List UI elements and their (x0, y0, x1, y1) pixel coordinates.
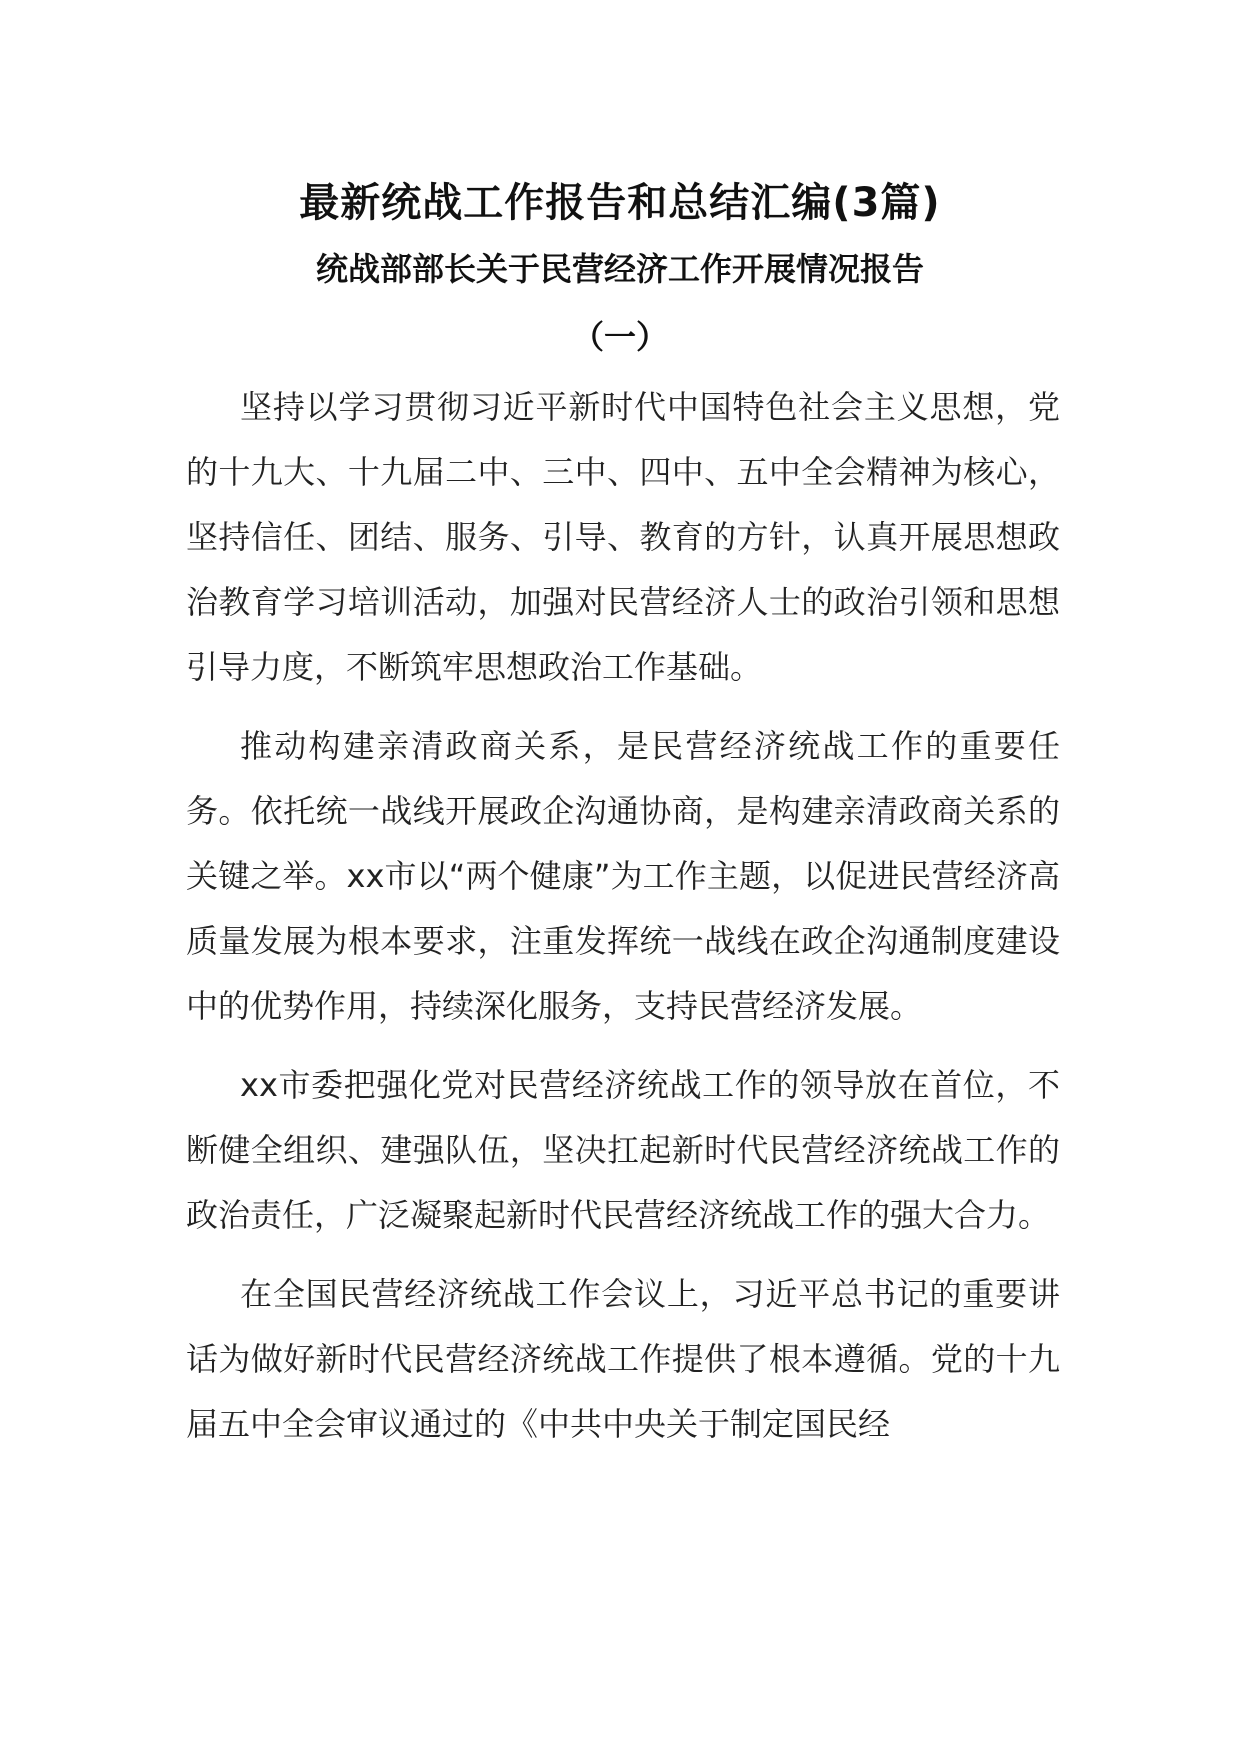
section-label: （一） (571, 318, 668, 356)
paragraph-4: 在全国民营经济统战工作会议上，习近平总书记的重要讲话为做好新时代民营经济统战工作提供了根本遵循。党的十九届五中全会审议通过的《中共中央关于制定国民经 (186, 1275, 1060, 1443)
paragraph-3: xx市委把强化党对民营经济统战工作的领导放在首位，不断健全组织、建强队伍，坚决扛起新时代民营经济统战工作的政治责任，广泛凝聚起新时代民营经济统战工作的强大合力。 (186, 1066, 1060, 1234)
document-title: 最新统战工作报告和总结汇编(3篇) (299, 180, 941, 226)
paragraph-1: 坚持以学习贯彻习近平新时代中国特色社会主义思想，党的十九大、十九届二中、三中、四中、五中全会精神为核心，坚持信任、团结、服务、引导、教育的方针，认真开展思想政治教育学习培训活动，加强对民营经济人士的政治引领和思想引导力度，不断筑牢思想政治工作基础。 (186, 388, 1060, 686)
body-text (186, 375, 1060, 1471)
document-subtitle: 统战部部长关于民营经济工作开展情况报告 (315, 250, 924, 288)
paragraph-2: 推动构建亲清政商关系，是民营经济统战工作的重要任务。依托统一战线开展政企沟通协商，是构建亲清政商关系的关键之举。xx市以“两个健康”为工作主题，以促进民营经济高质量发展为根本要求，注重发挥统一战线在政企沟通制度建设中的优势作用，持续深化服务，支持民营经济发展。 (186, 727, 1060, 1025)
